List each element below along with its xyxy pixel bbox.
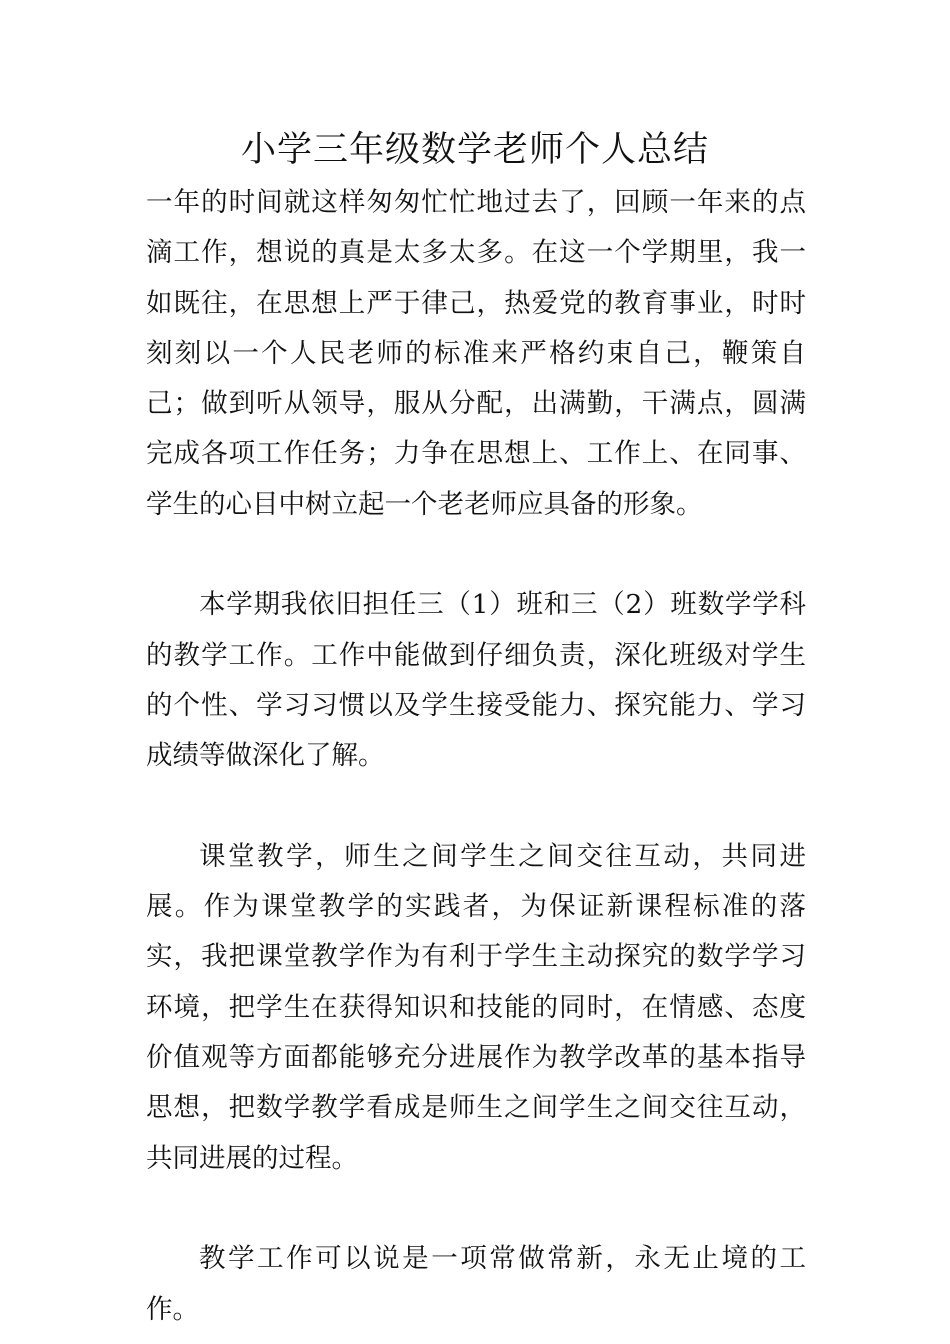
document-body	[146, 178, 806, 1335]
paragraph-spacer	[146, 530, 806, 580]
paragraph-1: 一年的时间就这样匆匆忙忙地过去了，回顾一年来的点滴工作，想说的真是太多太多。在这一个学期里，我一如既往，在思想上严于律己，热爱党的教育事业，时时刻刻以一个人民老师的标准来严格约束自己，鞭策自己；做到听从领导，服从分配，出满勤，干满点，圆满完成各项工作任务；力争在思想上、工作上、在同事、学生的心目中树立起一个老老师应具备的形象。	[146, 187, 806, 520]
paragraph-3: 课堂教学，师生之间学生之间交往互动，共同进展。作为课堂教学的实践者，为保证新课程标准的落实，我把课堂教学作为有利于学生主动探究的数学学习环境，把学生在获得知识和技能的同时，在情感、态度价值观等方面都能够充分进展作为教学改革的基本指导思想，把数学教学看成是师生之间学生之间交往互动，共同进展的过程。	[146, 840, 806, 1174]
paragraph-2: 本学期我依旧担任三（1）班和三（2）班数学学科的教学工作。工作中能做到仔细负责，深化班级对学生的个性、学习习惯以及学生接受能力、探究能力、学习成绩等做深化了解。	[146, 589, 806, 772]
paragraph-spacer	[146, 1184, 806, 1234]
paragraph-spacer	[146, 782, 806, 832]
document-title: 小学三年级数学老师个人总结	[240, 130, 709, 170]
paragraph-4: 教学工作可以说是一项常做常新，永无止境的工作。	[146, 1243, 806, 1325]
